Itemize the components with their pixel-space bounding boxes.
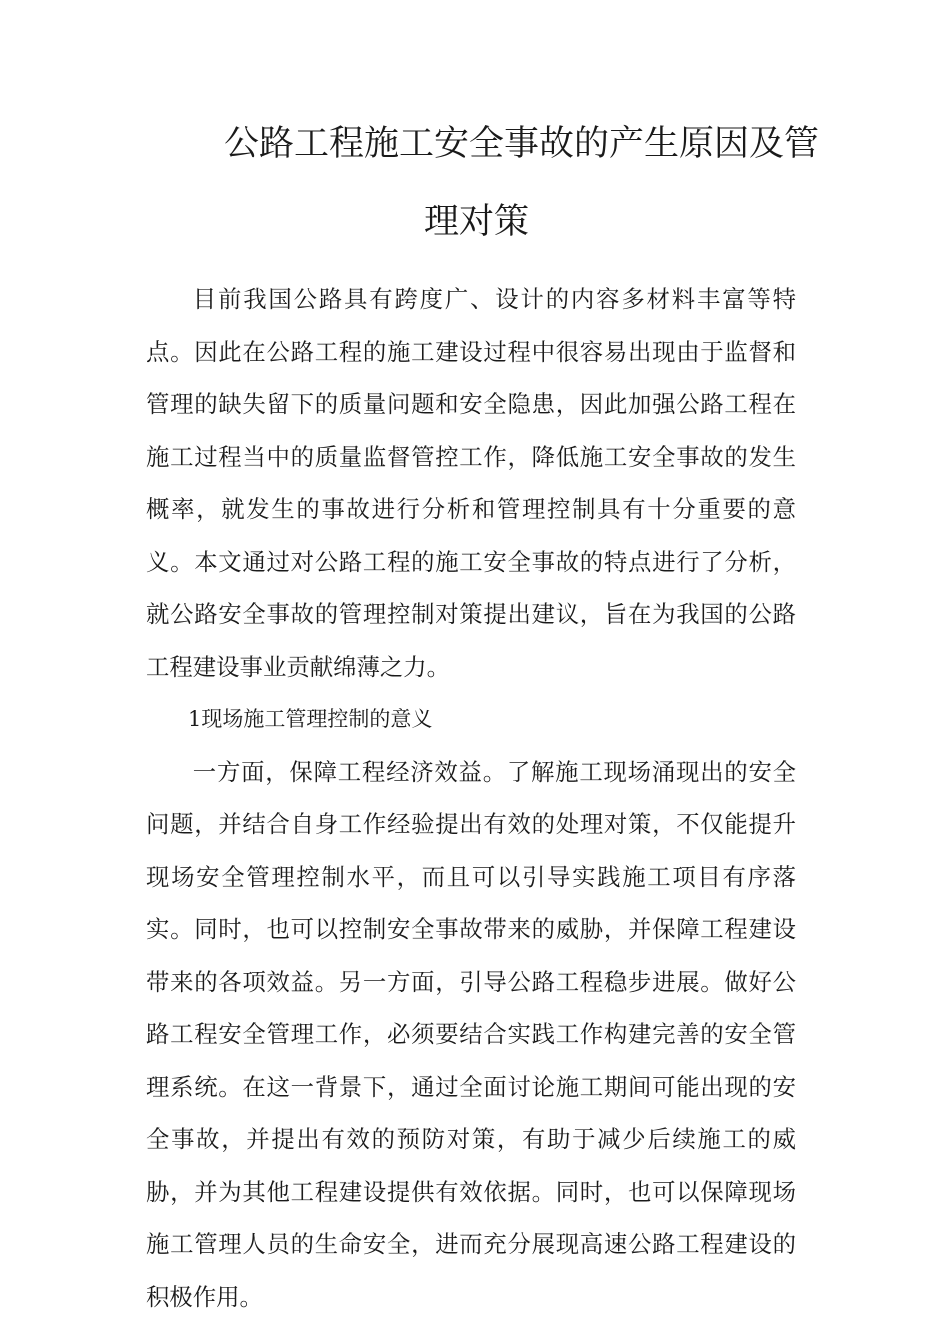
section-heading: 1现场施工管理控制的意义 xyxy=(188,707,433,731)
document-title-line-1: 公路工程施工安全事故的产生原因及管 xyxy=(224,124,820,164)
document-title-line-2: 理对策 xyxy=(424,202,530,242)
intro-paragraph: 目前我国公路具有跨度广、设计的内容多材料丰富等特点。因此在公路工程的施工建设过程中很容易出现由于监督和管理的缺失留下的质量问题和安全隐患，因此加强公路工程在施工过程当中的质量监督管控工作，降低施工安全事故的发生概率，就发生的事故进行分析和管理控制具有十分重要的意义。本文通过对公路工程的施工安全事故的特点进行了分析，就公路安全事故的管理控制对策提出建议，旨在为我国的公路工程建设事业贡献绵薄之力。 xyxy=(146,285,796,681)
document-body xyxy=(146,273,796,1323)
section-paragraph: 一方面，保障工程经济效益。了解施工现场涌现出的安全问题，并结合自身工作经验提出有效的处理对策，不仅能提升现场安全管理控制水平，而且可以引导实践施工项目有序落实。同时，也可以控制安全事故带来的威胁，并保障工程建设带来的各项效益。另一方面，引导公路工程稳步进展。做好公路工程安全管理工作，必须要结合实践工作构建完善的安全管理系统。在这一背景下，通过全面讨论施工期间可能出现的安全事故，并提出有效的预防对策，有助于减少后续施工的威胁，并为其他工程建设提供有效依据。同时，也可以保障现场施工管理人员的生命安全，进而充分展现高速公路工程建设的积极作用。 xyxy=(146,757,796,1311)
